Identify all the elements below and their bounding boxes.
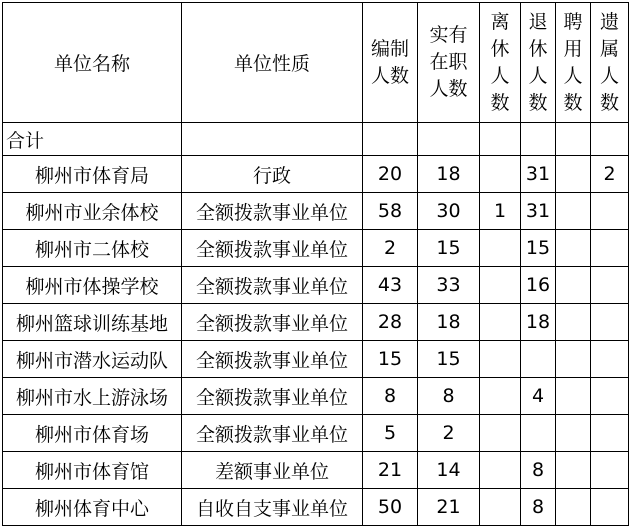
actual-staff-cell: 15 (418, 341, 480, 378)
actual-staff-cell: 14 (418, 452, 480, 489)
survivors-cell (591, 304, 629, 341)
establishment-cell: 21 (363, 452, 418, 489)
actual-staff-cell: 18 (418, 304, 480, 341)
contracted-cell (556, 452, 591, 489)
establishment-cell: 2 (363, 230, 418, 267)
survivors-cell (591, 267, 629, 304)
establishment-cell: 15 (363, 341, 418, 378)
retired-cell: 8 (521, 489, 556, 526)
table-cell (521, 123, 556, 156)
header-row (3, 3, 629, 123)
retired-cadres-cell (480, 452, 521, 489)
table-row (3, 415, 629, 452)
retired-cell (521, 341, 556, 378)
table-row (3, 267, 629, 304)
unit-name-cell: 柳州市潜水运动队 (3, 341, 182, 378)
establishment-cell: 58 (363, 193, 418, 230)
retired-cadres-cell (480, 230, 521, 267)
unit-nature-cell: 全额拨款事业单位 (182, 304, 363, 341)
table-body (3, 123, 629, 526)
header-survivors: 遗属人数 (591, 3, 629, 123)
survivors-cell (591, 193, 629, 230)
table-cell (556, 123, 591, 156)
retired-cell: 15 (521, 230, 556, 267)
unit-name-cell: 柳州篮球训练基地 (3, 304, 182, 341)
retired-cadres-cell (480, 267, 521, 304)
actual-staff-cell: 2 (418, 415, 480, 452)
contracted-cell (556, 304, 591, 341)
header-establishment: 编制人数 (363, 3, 418, 123)
table-row (3, 304, 629, 341)
table-cell (363, 123, 418, 156)
establishment-cell: 43 (363, 267, 418, 304)
table-row (3, 230, 629, 267)
header-contracted: 聘用人数 (556, 3, 591, 123)
retired-cell: 31 (521, 156, 556, 193)
table-cell (418, 123, 480, 156)
survivors-cell (591, 452, 629, 489)
table-row (3, 452, 629, 489)
table-row (3, 341, 629, 378)
establishment-cell: 20 (363, 156, 418, 193)
contracted-cell (556, 415, 591, 452)
table-row (3, 156, 629, 193)
actual-staff-cell: 18 (418, 156, 480, 193)
contracted-cell (556, 489, 591, 526)
table-row (3, 489, 629, 526)
contracted-cell (556, 193, 591, 230)
unit-name-cell: 柳州市体育局 (3, 156, 182, 193)
unit-nature-cell: 全额拨款事业单位 (182, 378, 363, 415)
table-row (3, 378, 629, 415)
contracted-cell (556, 230, 591, 267)
actual-staff-cell: 8 (418, 378, 480, 415)
retired-cadres-cell (480, 489, 521, 526)
survivors-cell (591, 378, 629, 415)
unit-nature-cell: 全额拨款事业单位 (182, 341, 363, 378)
actual-staff-cell: 15 (418, 230, 480, 267)
retired-cadres-cell (480, 304, 521, 341)
retired-cell: 8 (521, 452, 556, 489)
establishment-cell: 50 (363, 489, 418, 526)
total-row (3, 123, 629, 156)
contracted-cell (556, 378, 591, 415)
retired-cadres-cell (480, 378, 521, 415)
survivors-cell: 2 (591, 156, 629, 193)
establishment-cell: 28 (363, 304, 418, 341)
establishment-cell: 8 (363, 378, 418, 415)
unit-nature-cell: 自收自支事业单位 (182, 489, 363, 526)
header-retired: 退休人数 (521, 3, 556, 123)
actual-staff-cell: 33 (418, 267, 480, 304)
header-actual-staff: 实有在职人数 (418, 3, 480, 123)
unit-nature-cell: 全额拨款事业单位 (182, 230, 363, 267)
unit-name-cell: 柳州市体育场 (3, 415, 182, 452)
actual-staff-cell: 30 (418, 193, 480, 230)
survivors-cell (591, 415, 629, 452)
total-label: 合计 (3, 123, 182, 156)
unit-name-cell: 柳州市体育馆 (3, 452, 182, 489)
survivors-cell (591, 230, 629, 267)
retired-cell: 31 (521, 193, 556, 230)
staff-table (2, 2, 629, 526)
contracted-cell (556, 341, 591, 378)
table-cell (591, 123, 629, 156)
survivors-cell (591, 489, 629, 526)
unit-nature-cell: 全额拨款事业单位 (182, 193, 363, 230)
unit-name-cell: 柳州体育中心 (3, 489, 182, 526)
unit-nature-cell: 全额拨款事业单位 (182, 267, 363, 304)
establishment-cell: 5 (363, 415, 418, 452)
unit-nature-cell: 行政 (182, 156, 363, 193)
retired-cell: 4 (521, 378, 556, 415)
unit-nature-cell: 全额拨款事业单位 (182, 415, 363, 452)
contracted-cell (556, 267, 591, 304)
table-row (3, 193, 629, 230)
retired-cadres-cell (480, 341, 521, 378)
retired-cell: 16 (521, 267, 556, 304)
table-cell (480, 123, 521, 156)
retired-cell: 18 (521, 304, 556, 341)
retired-cell (521, 415, 556, 452)
unit-name-cell: 柳州市二体校 (3, 230, 182, 267)
header-unit-nature: 单位性质 (182, 3, 363, 123)
unit-name-cell: 柳州市体操学校 (3, 267, 182, 304)
unit-nature-cell: 差额事业单位 (182, 452, 363, 489)
retired-cadres-cell (480, 156, 521, 193)
unit-name-cell: 柳州市业余体校 (3, 193, 182, 230)
header-unit-name: 单位名称 (3, 3, 182, 123)
header-retired-cadres: 离休人数 (480, 3, 521, 123)
actual-staff-cell: 21 (418, 489, 480, 526)
retired-cadres-cell (480, 415, 521, 452)
unit-name-cell: 柳州市水上游泳场 (3, 378, 182, 415)
survivors-cell (591, 341, 629, 378)
retired-cadres-cell: 1 (480, 193, 521, 230)
table-cell (182, 123, 363, 156)
contracted-cell (556, 156, 591, 193)
